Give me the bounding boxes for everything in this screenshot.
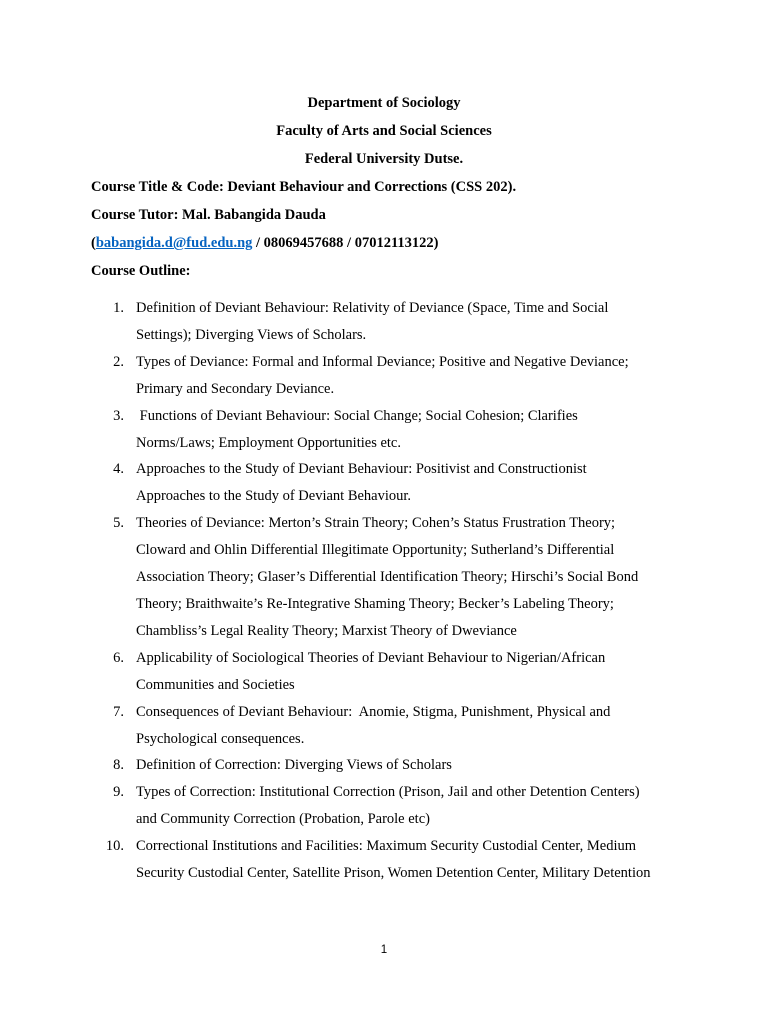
course-title-code: Course Title & Code: Deviant Behaviour and Corrections (CSS 202). — [91, 179, 517, 195]
outline-item-number: 4. — [113, 461, 124, 478]
outline-item-line: Consequences of Deviant Behaviour: Anomie, Stigma, Punishment, Physical and — [136, 703, 611, 720]
faculty-heading: Faculty of Arts and Social Sciences — [276, 123, 492, 139]
university-heading: Federal University Dutse. — [304, 151, 464, 167]
tutor-email-link[interactable]: babangida.d@fud.edu.ng — [95, 235, 253, 251]
outline-item-line: Theories of Deviance: Merton’s Strain Theory; Cohen’s Status Frustration Theory; — [136, 515, 616, 532]
outline-item-line: Association Theory; Glaser’s Differential Identification Theory; Hirschi’s Social Bond — [136, 569, 639, 586]
outline-item-line: Definition of Correction: Diverging Views of Scholars — [136, 757, 452, 774]
outline-item-number: 3. — [113, 407, 124, 424]
outline-item-text — [136, 833, 681, 887]
outline-item-line: Norms/Laws; Employment Opportunities etc. — [136, 434, 401, 451]
outline-item-number: 10. — [105, 838, 124, 855]
outline-item-line: Primary and Secondary Deviance. — [136, 380, 335, 397]
outline-item — [0, 699, 768, 753]
outline-item-text — [136, 645, 681, 699]
outline-item — [0, 295, 768, 349]
outline-item-line: Approaches to the Study of Deviant Behaviour: Positivist and Constructionist — [136, 461, 587, 478]
outline-item-line: Theory; Braithwaite’s Re-Integrative Shaming Theory; Becker’s Labeling Theory; — [136, 595, 614, 612]
outline-item — [0, 456, 768, 510]
outline-item-number: 8. — [113, 757, 124, 774]
course-outline-heading: Course Outline: — [91, 263, 191, 279]
outline-item-line: Chambliss’s Legal Reality Theory; Marxist Theory of Dweviance — [136, 622, 517, 639]
outline-item-text — [136, 403, 681, 457]
outline-item-text — [136, 349, 681, 403]
outline-item-line: Applicability of Sociological Theories of Deviant Behaviour to Nigerian/African — [136, 649, 606, 666]
outline-item-text — [136, 510, 681, 645]
page-number: 1 — [380, 944, 388, 956]
outline-item — [0, 403, 768, 457]
department-heading: Department of Sociology — [307, 95, 461, 111]
outline-item-text — [136, 456, 681, 510]
outline-item-number: 2. — [113, 353, 124, 370]
outline-item-line: Security Custodial Center, Satellite Prison, Women Detention Center, Military Detention — [136, 865, 651, 882]
outline-item-number: 6. — [113, 649, 124, 666]
outline-item-line: Functions of Deviant Behaviour: Social Change; Social Cohesion; Clarifies — [136, 407, 578, 424]
outline-item — [0, 833, 768, 887]
outline-item-text — [136, 295, 681, 349]
outline-item-line: Types of Correction: Institutional Correction (Prison, Jail and other Detention Centers) — [136, 784, 640, 801]
course-outline-list — [0, 295, 768, 887]
outline-item — [0, 779, 768, 833]
outline-item-line: Communities and Societies — [136, 676, 295, 693]
outline-item-number: 9. — [113, 784, 124, 801]
tutor-phone-numbers: / 08069457688 / 07012113122) — [252, 235, 439, 251]
outline-item-line: Approaches to the Study of Deviant Behaviour. — [136, 488, 412, 505]
outline-item-line: Definition of Deviant Behaviour: Relativity of Deviance (Space, Time and Social — [136, 300, 609, 316]
outline-item-line: and Community Correction (Probation, Parole etc) — [136, 811, 430, 828]
outline-item-text — [136, 779, 681, 833]
outline-item-text — [136, 699, 681, 753]
outline-item — [0, 752, 768, 779]
outline-item-number: 1. — [113, 300, 124, 316]
outline-item-line: Settings); Diverging Views of Scholars. — [136, 326, 367, 343]
outline-item-number: 5. — [113, 515, 124, 532]
outline-item-line: Correctional Institutions and Facilities: Maximum Security Custodial Center, Medium — [136, 838, 637, 855]
outline-item-number: 7. — [113, 703, 124, 720]
outline-item — [0, 645, 768, 699]
outline-item-line: Types of Deviance: Formal and Informal Deviance; Positive and Negative Deviance; — [136, 353, 629, 370]
outline-item — [0, 349, 768, 403]
outline-item-line: Cloward and Ohlin Differential Illegitimate Opportunity; Sutherland’s Differential — [136, 542, 615, 559]
contact-open-paren: ( — [91, 235, 96, 251]
outline-item — [0, 510, 768, 645]
course-tutor: Course Tutor: Mal. Babangida Dauda — [91, 207, 326, 223]
outline-item-line: Psychological consequences. — [136, 730, 305, 747]
outline-item-text — [136, 752, 681, 779]
tutor-contact — [91, 233, 439, 253]
